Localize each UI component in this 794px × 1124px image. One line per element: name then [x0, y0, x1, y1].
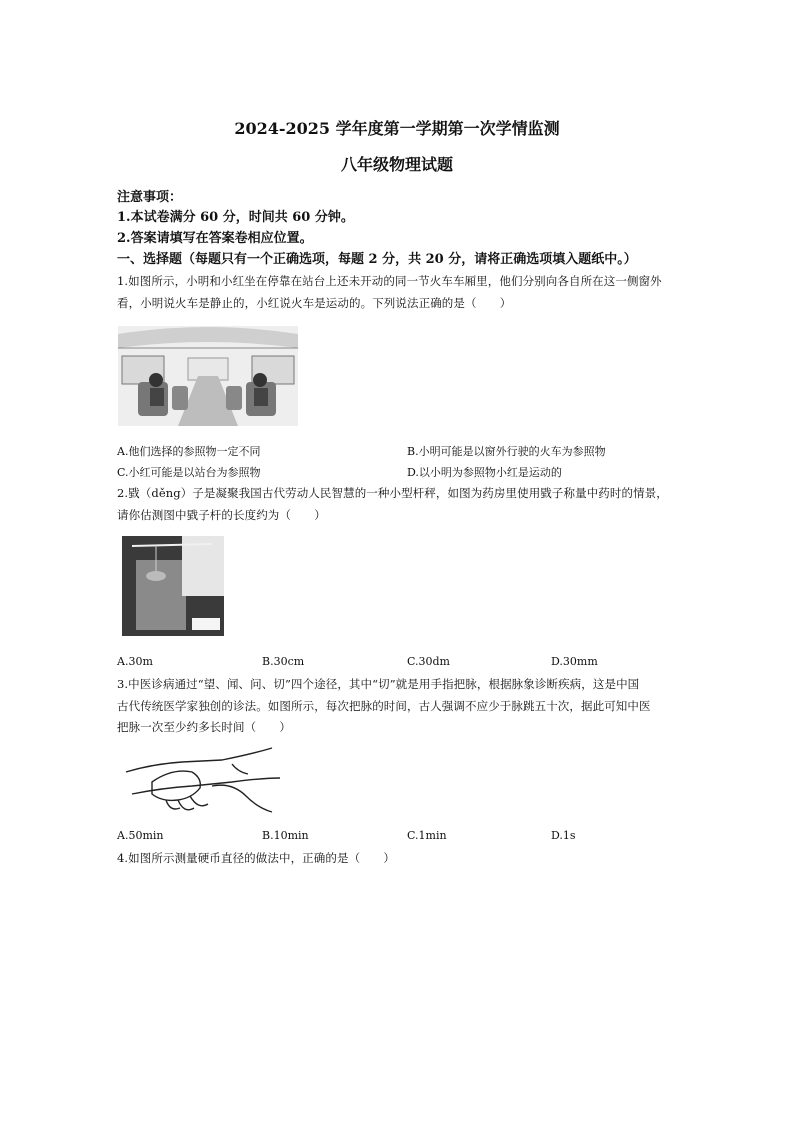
question-4-line-1: 4.如图所示测量硬币直径的做法中，正确的是（ ） — [117, 851, 395, 865]
question-3-option-c[interactable]: C.1min — [407, 829, 447, 842]
steelyard-scale-image — [122, 536, 224, 636]
question-3-line-1: 3.中医诊病通过“望、闻、问、切”四个途径，其中“切”就是用手指把脉，根据脉象诊断疾病，这是中国 — [117, 677, 640, 691]
question-1-option-a[interactable]: A.他们选择的参照物一定不同 — [117, 445, 261, 458]
question-2-option-a[interactable]: A.30m — [117, 655, 153, 668]
question-3-line-2: 古代传统医学家独创的诊法。如图所示，每次把脉的时间，古人强调不应少于脉跳五十次，据此可知中医 — [117, 699, 651, 713]
question-1-option-d[interactable]: D.以小明为参照物小红是运动的 — [407, 466, 562, 479]
notes-item-2: 2.答案请填写在答案卷相应位置。 — [117, 231, 313, 246]
exam-title: 2024-2025 学年度第一学期第一次学情监测 — [234, 119, 560, 138]
train-carriage-image — [118, 326, 298, 426]
question-1-line-2: 看，小明说火车是静止的，小红说火车是运动的。下列说法正确的是（ ） — [117, 296, 512, 310]
question-3-option-a[interactable]: A.50min — [117, 829, 164, 842]
question-2-option-b[interactable]: B.30cm — [262, 655, 305, 668]
notes-heading: 注意事项： — [117, 190, 183, 205]
notes-item-1: 1.本试卷满分 60 分，时间共 60 分钟。 — [117, 210, 354, 225]
question-2-line-1: 2.戥（děng）子是凝聚我国古代劳动人民智慧的一种小型杆秤，如图为药房里使用戥子称量中药时的情景， — [117, 486, 668, 500]
section-heading: 一、选择题（每题只有一个正确选项，每题 2 分，共 20 分，请将正确选项填入题纸中。） — [117, 252, 637, 267]
question-2-line-2: 请你估测图中戥子杆的长度约为（ ） — [117, 508, 326, 522]
exam-subtitle: 八年级物理试题 — [340, 155, 453, 174]
question-2-option-d[interactable]: D.30mm — [551, 655, 598, 668]
question-3-option-d[interactable]: D.1s — [551, 829, 576, 842]
question-3-line-3: 把脉一次至少约多长时间（ ） — [117, 720, 291, 734]
question-1-option-b[interactable]: B.小明可能是以窗外行驶的火车为参照物 — [407, 445, 606, 458]
question-1-option-c[interactable]: C.小红可能是以站台为参照物 — [117, 466, 261, 479]
question-1-line-1: 1.如图所示，小明和小红坐在停靠在站台上还未开动的同一节火车车厢里，他们分别向各自所在这一侧窗外 — [117, 274, 662, 288]
pulse-taking-image — [122, 742, 282, 822]
question-3-option-b[interactable]: B.10min — [262, 829, 309, 842]
question-2-option-c[interactable]: C.30dm — [407, 655, 450, 668]
